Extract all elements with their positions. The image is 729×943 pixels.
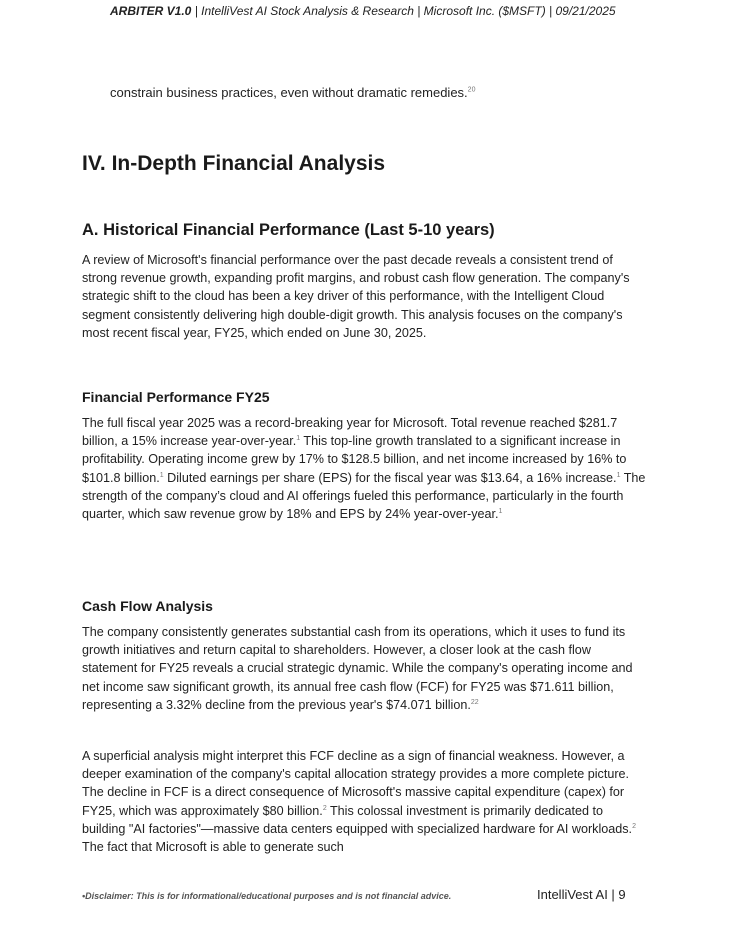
- fy25-sentence-2: This top-line growth translated to a significant increase in profitability. Operating income grew by 17% to $128.5 billion, and net income increased by 16% to $101.8 billion.: [82, 434, 627, 485]
- page-header: [110, 4, 616, 18]
- header-info: | IntelliVest AI Stock Analysis & Research | Microsoft Inc. ($MSFT) | 09/21/2025: [191, 4, 616, 18]
- footnote-ref: 2: [322, 804, 327, 812]
- cash-flow-text-2c: The fact that Microsoft is able to generate such: [82, 840, 344, 855]
- section-title: IV. In-Depth Financial Analysis: [82, 152, 386, 175]
- fy25-paragraph: [82, 414, 647, 523]
- fy25-sentence-4: The strength of the company’s cloud and AI offerings fueled this performance, particularly in the fourth quarter, which saw revenue grow by 18% and EPS by 24% year-over-year.: [82, 470, 646, 522]
- footnote-ref: 22: [470, 698, 479, 706]
- footnote-ref: 1: [616, 471, 621, 479]
- subsection-title: A. Historical Financial Performance (Last 5-10 years): [82, 221, 495, 239]
- footnote-ref: 1: [159, 471, 164, 479]
- fy25-sentence-1: The full fiscal year 2025 was a record-breaking year for Microsoft. Total revenue reached $281.7 billion, a 15% increase year-over-year.: [82, 416, 618, 449]
- header-brand: ARBITER V1.0: [110, 4, 192, 18]
- footnote-ref: 20: [467, 86, 476, 94]
- cash-flow-text-1: The company consistently generates substantial cash from its operations, which it uses to fund its growth initiatives and return capital to shareholders. However, a closer look at the cash flow statement for FY25 reveals a crucial strategic dynamic. While the company's operating income and net income saw significant growth, its annual free cash flow (FCF) for FY25 was $71.611 billion, representing a 3.32% decline from the previous year's $74.071 billion.: [82, 625, 633, 712]
- cash-flow-text-2a: A superficial analysis might interpret this FCF decline as a sign of financial weakness. However, a deeper examination of the company's capital allocation strategy provides a more complete picture. The decline in FCF is a direct consequence of Microsoft's massive capital expenditure (capex) for FY25, which was approximately $80 billion.: [82, 749, 630, 818]
- footnote-ref: 1: [498, 507, 503, 515]
- historical-performance-paragraph: A review of Microsoft's financial performance over the past decade reveals a consistent trend of strong revenue growth, expanding profit margins, and robust cash flow generation. The company's strategic shift to the cloud has been a key driver of this performance, with the Intelligent Cloud segment consistently delivering high double-digit growth. This analysis focuses on the company's most recent fiscal year, FY25, which ended on June 30, 2025.: [82, 253, 630, 340]
- disclaimer: •Disclaimer: This is for informational/educational purposes and is not financial advice.: [82, 891, 452, 901]
- carry-over-sentence: constrain business practices, even without dramatic remedies.: [110, 85, 468, 100]
- cash-flow-heading: Cash Flow Analysis: [82, 598, 213, 614]
- cash-flow-text-2b: This colossal investment is primarily dedicated to building "AI factories"—massive data centers equipped with specialized hardware for AI workloads.: [82, 803, 633, 836]
- footnote-ref: 2: [632, 822, 636, 830]
- footnote-ref: 1: [296, 435, 301, 443]
- cash-flow-paragraph-1: [82, 623, 647, 714]
- fy25-sentence-3: Diluted earnings per share (EPS) for the fiscal year was $13.64, a 16% increase.: [163, 470, 617, 485]
- carry-over-text: [110, 85, 475, 100]
- page-footer: IntelliVest AI | 9: [537, 887, 626, 902]
- fy25-heading: Financial Performance FY25: [82, 389, 270, 405]
- cash-flow-paragraph-2: [82, 747, 647, 856]
